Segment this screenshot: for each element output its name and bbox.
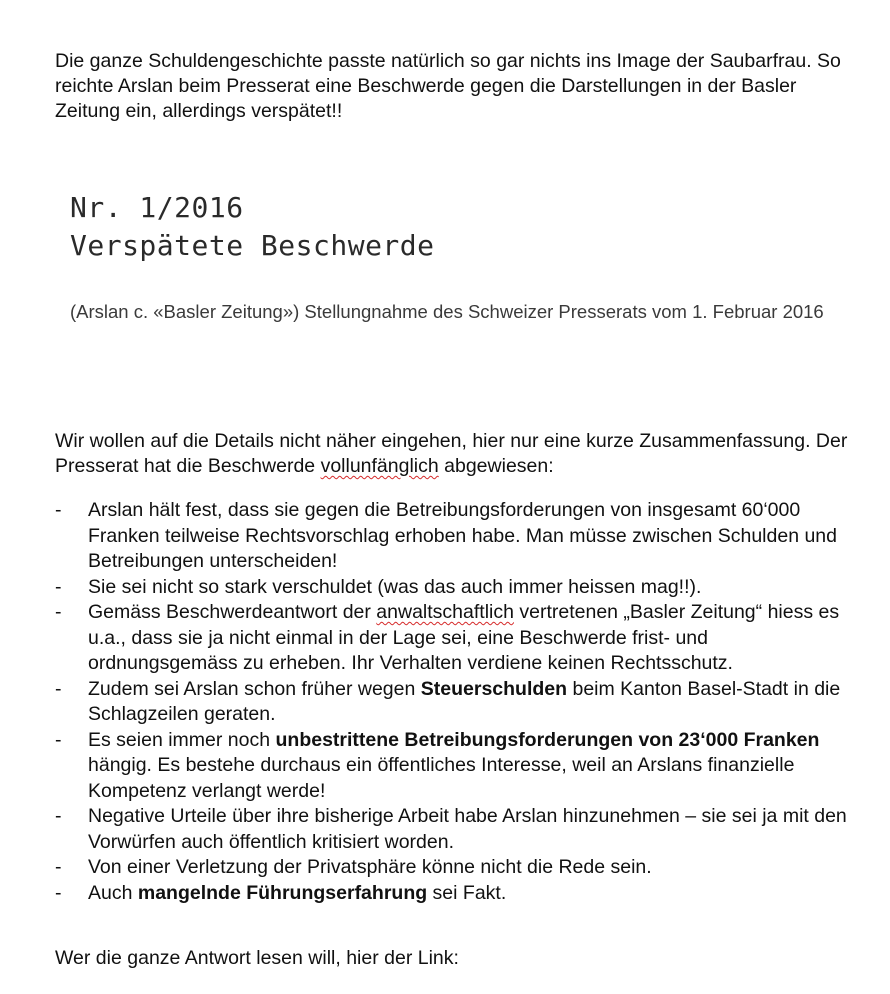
list-item-text-tail: vertretenen „Basler Zeitung“ hiess es u.a., dass sie ja nicht einmal in der Lage sei, eine Beschwerde frist- und ordnungsgemäss zu erheben. Ihr Verhalten verdiene keinen Rechtsschutz.	[88, 601, 840, 674]
bullet-dash: -	[55, 575, 62, 598]
findings-list	[55, 498, 860, 906]
list-item-text: Es seien immer noch	[88, 728, 276, 751]
bullet-dash: -	[55, 728, 62, 751]
spellcheck-flagged-word[interactable]: vollunfänglich	[320, 455, 439, 477]
list-item	[55, 600, 860, 677]
list-item	[55, 728, 860, 805]
list-item-text-tail: hängig. Es bestehe durchaus ein öffentliches Interesse, weil an Arslans finanzielle Kompetenz verlangt werde!	[88, 754, 795, 802]
outro-paragraph: Wer die ganze Antwort lesen will, hier der Link:	[55, 947, 459, 969]
emphasis-text: Steuerschulden	[420, 677, 568, 700]
list-item-text: Arslan hält fest, dass sie gegen die Betreibungsforderungen von insgesamt 60‘000 Franken teilweise Rechtsvorschlag erhoben habe. Man müsse zwischen Schulden und Betreibungen unterscheiden!	[88, 499, 837, 572]
list-item-text-tail: beim Kanton Basel-Stadt in die Schlagzeilen geraten.	[88, 677, 841, 725]
list-item-text: Auch	[88, 881, 138, 904]
list-item	[55, 677, 860, 728]
intro-paragraph: Die ganze Schuldengeschichte passte natürlich so gar nichts ins Image der Saubarfrau. So reichte Arslan beim Presserat eine Beschwerde gegen die Darstellungen in der Basler Zeitung ein, allerdings verspätet!!	[55, 50, 841, 122]
list-item-text: Sie sei nicht so stark verschuldet (was das auch immer heissen mag!!).	[88, 575, 702, 598]
emphasis-text: mangelnde Führungserfahrung	[137, 881, 428, 904]
case-title-heading: Verspätete Beschwerde	[70, 229, 435, 262]
summary-intro-paragraph	[55, 429, 855, 479]
spellcheck-flagged-word[interactable]: anwaltschaftlich	[376, 601, 514, 623]
list-item-text: Gemäss Beschwerdeantwort der	[88, 601, 377, 623]
bullet-dash: -	[55, 805, 62, 827]
list-item-text: Negative Urteile über ihre bisherige Arbeit habe Arslan hinzunehmen – sie sei ja mit den Vorwürfen auch öffentlich kritisiert worden.	[88, 805, 847, 853]
list-item-text-tail: sei Fakt.	[427, 881, 507, 904]
case-number-heading: Nr. 1/2016	[70, 191, 244, 224]
bullet-dash: -	[55, 677, 62, 700]
bullet-dash: -	[55, 601, 62, 623]
list-item	[55, 881, 860, 907]
bullet-dash: -	[55, 856, 62, 878]
case-subtitle: (Arslan c. «Basler Zeitung») Stellungnahme des Schweizer Presserats vom 1. Februar 2016	[70, 301, 824, 322]
emphasis-text: unbestrittene Betreibungsforderungen von 23‘000 Franken	[275, 728, 820, 751]
list-item	[55, 804, 860, 855]
list-item-text: Von einer Verletzung der Privatsphäre könne nicht die Rede sein.	[88, 856, 652, 878]
bullet-dash: -	[55, 499, 62, 521]
list-item	[55, 575, 860, 601]
list-item-text: Zudem sei Arslan schon früher wegen	[88, 677, 421, 700]
summary-intro-tail: abgewiesen:	[438, 455, 554, 477]
bullet-dash: -	[55, 881, 62, 904]
list-item	[55, 855, 860, 881]
summary-intro-text: Wir wollen auf die Details nicht näher eingehen, hier nur eine kurze Zusammenfassung. Der Presserat hat die Beschwerde	[55, 430, 848, 477]
list-item	[55, 498, 860, 575]
